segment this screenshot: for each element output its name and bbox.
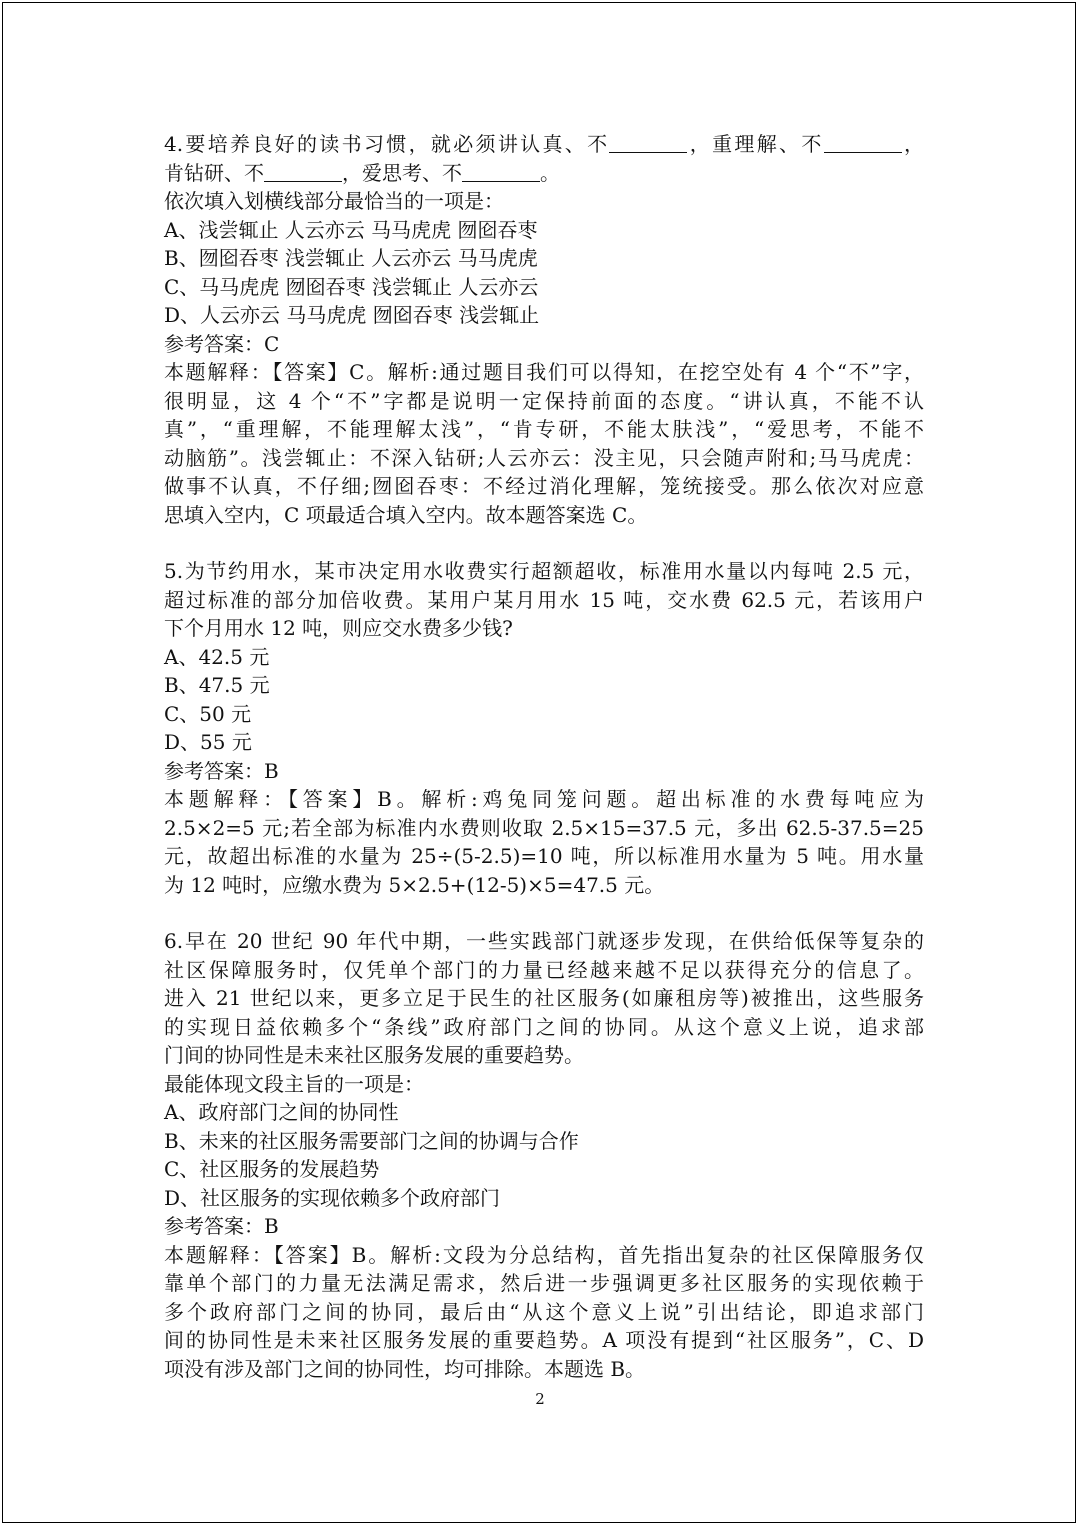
document-body (164, 130, 924, 1383)
stem-text: 。 (540, 160, 560, 185)
question-4 (164, 130, 924, 529)
explanation-line: 多个政府部门之间的协同，最后由“从这个意义上说”引出结论，即追求部门 (164, 1299, 924, 1324)
stem-text: ， (901, 132, 925, 156)
explanation-line: 2.5×2=5 元;若全部为标准内水费则收取 2.5×15=37.5 元，多出 62.5-37.5=25 (164, 815, 924, 840)
option-d: D、55 元 (164, 730, 252, 754)
question-5 (164, 557, 924, 899)
option-b: B、47.5 元 (164, 673, 270, 697)
question-prompt: 依次填入划横线部分最恰当的一项是： (164, 189, 504, 213)
question-stem-line: 的实现日益依赖多个“条线”政府部门之间的协同。从这个意义上说，追求部 (164, 1014, 924, 1039)
stem-text: 肯钻研、不 (164, 160, 264, 185)
explanation-line: 项没有涉及部门之间的协同性，均可排除。本题选 B。 (164, 1356, 646, 1381)
question-prompt: 最能体现文段主旨的一项是： (164, 1071, 424, 1096)
reference-answer: 参考答案：B (164, 758, 279, 783)
option-a: A、42.5 元 (164, 644, 270, 669)
stem-text: ，爱思考、不 (342, 160, 462, 185)
fill-blank (264, 163, 342, 182)
stem-text: ，重理解、不 (687, 132, 824, 156)
explanation-line: 本题解释：【答案】C。解析:通过题目我们可以得知，在挖空处有 4 个“不”字， (164, 360, 924, 384)
option-a: A、浅尝辄止 人云亦云 马马虎虎 囫囵吞枣 (164, 217, 538, 242)
question-stem-line: 门间的协同性是未来社区服务发展的重要趋势。 (164, 1043, 584, 1067)
option-c: C、马马虎虎 囫囵吞枣 浅尝辄止 人云亦云 (164, 274, 539, 299)
question-stem-line: 下个月用水 12 吨，则应交水费多少钱? (164, 616, 513, 640)
option-b: B、未来的社区服务需要部门之间的协调与合作 (164, 1128, 579, 1153)
explanation-line: 思填入空内，C 项最适合填入空内。故本题答案选 C。 (164, 502, 648, 527)
option-d: D、社区服务的实现依赖多个政府部门 (164, 1185, 501, 1210)
explanation-line: 本题解释：【答案】B。解析:鸡兔同笼问题。超出标准的水费每吨应为 (164, 787, 924, 811)
option-c: C、社区服务的发展趋势 (164, 1157, 380, 1181)
option-c: C、50 元 (164, 701, 252, 726)
option-a: A、政府部门之间的协同性 (164, 1100, 399, 1124)
explanation-line: 为 12 吨时，应缴水费为 5×2.5+(12-5)×5=47.5 元。 (164, 872, 665, 897)
question-stem-line: 5.为节约用水，某市决定用水收费实行超额超收，标准用水量以内每吨 2.5 元， (164, 559, 924, 583)
explanation-line: 做事不认真，不仔细;囫囵吞枣：不经过消化理解，笼统接受。那么依次对应意 (164, 474, 924, 498)
question-stem-line: 超过标准的部分加倍收费。某用户某月用水 15 吨，交水费 62.5 元，若该用户 (164, 587, 924, 612)
explanation-line: 动脑筋”。浅尝辄止：不深入钻研;人云亦云：没主见，只会随声附和;马马虎虎： (164, 445, 924, 470)
explanation-line: 间的协同性是未来社区服务发展的重要趋势。A 项没有提到“社区服务”，C、D (164, 1328, 924, 1352)
explanation-line: 本题解释：【答案】B。解析:文段为分总结构，首先指出复杂的社区保障服务仅 (164, 1242, 924, 1267)
reference-answer: 参考答案：B (164, 1214, 279, 1238)
question-stem-line: 社区保障服务时，仅凭单个部门的力量已经越来越不足以获得充分的信息了。 (164, 957, 924, 982)
page-number: 2 (535, 1390, 545, 1408)
question-stem-line (164, 130, 924, 159)
reference-answer: 参考答案：C (164, 331, 280, 356)
explanation-line: 元，故超出标准的水量为 25÷(5-2.5)=10 吨，所以标准用水量为 5 吨。用水量 (164, 844, 924, 868)
option-b: B、囫囵吞枣 浅尝辄止 人云亦云 马马虎虎 (164, 246, 538, 270)
fill-blank (609, 134, 687, 153)
stem-text: 4.要培养良好的读书习惯，就必须讲认真、不 (164, 132, 610, 156)
question-stem-line: 6.早在 20 世纪 90 年代中期，一些实践部门就逐步发现，在供给低保等复杂的 (164, 929, 924, 953)
question-stem-line: 进入 21 世纪以来，更多立足于民生的社区服务(如廉租房等)被推出，这些服务 (164, 986, 924, 1010)
question-6 (164, 927, 924, 1383)
fill-blank (824, 134, 902, 153)
explanation-line: 真”，“重理解，不能理解太浅”，“肯专研，不能太肤浅”，“爱思考，不能不 (164, 417, 924, 441)
fill-blank (462, 163, 540, 182)
explanation-line: 很明显，这 4 个“不”字都是说明一定保持前面的态度。“讲认真，不能不认 (164, 388, 924, 413)
question-stem-line (164, 159, 924, 188)
option-d: D、人云亦云 马马虎虎 囫囵吞枣 浅尝辄止 (164, 303, 540, 327)
explanation-line: 靠单个部门的力量无法满足需求，然后进一步强调更多社区服务的实现依赖于 (164, 1271, 924, 1295)
